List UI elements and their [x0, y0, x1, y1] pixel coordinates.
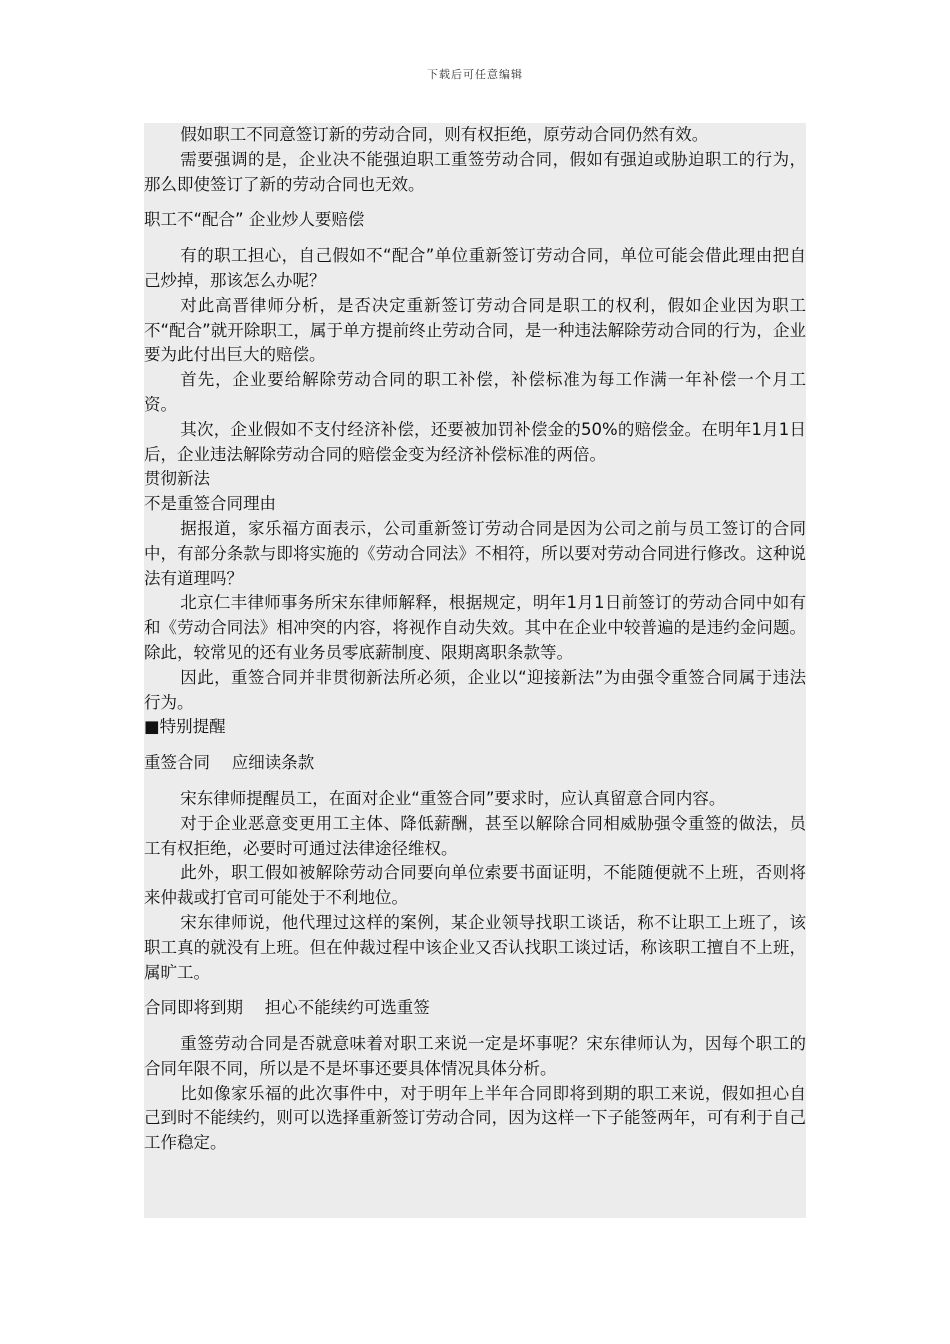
paragraph: 比如像家乐福的此次事件中，对于明年上半年合同即将到期的职工来说，假如担心自己到时不能续约，则可以选择重新签订劳动合同，因为这样一下子能签两年，可有利于自己工作稳定。	[144, 1083, 806, 1153]
paragraph: 假如职工不同意签订新的劳动合同，则有权拒绝，原劳动合同仍然有效。	[180, 125, 709, 144]
paragraph: 需要强调的是，企业决不能强迫职工重签劳动合同，假如有强迫或胁迫职工的行为，那么即使签订了新的劳动合同也无效。	[144, 149, 806, 194]
section-heading: 贯彻新法	[144, 469, 210, 489]
paragraph: 对此高晋律师分析，是否决定重新签订劳动合同是职工的权利，假如企业因为职工不“配合”就开除职工，属于单方提前终止劳动合同，是一种违法解除劳动合同的行为，企业要为此付出巨大的赔偿。	[144, 295, 806, 365]
paragraph: 首先，企业要给解除劳动合同的职工补偿，补偿标准为每工作满一年补偿一个月工资。	[144, 370, 806, 414]
paragraph: 此外，职工假如被解除劳动合同要向单位索要书面证明，不能随便就不上班，否则将来仲裁或打官司可能处于不利地位。	[144, 863, 806, 908]
paragraph: 有的职工担心，自己假如不“配合”单位重新签订劳动合同，单位可能会借此理由把自己炒掉，那该怎么办呢？	[144, 246, 806, 290]
paragraph: 北京仁丰律师事务所宋东律师解释，根据规定，明年1月1日前签订的劳动合同中如有和《劳动合同法》相冲突的内容，将视作自动失效。其中在企业中较普遍的是违约金问题。除此，较常见的还有业务员零底薪制度、限期离职条款等。	[144, 593, 806, 662]
section-heading: 职工不“配合” 企业炒人要赔偿	[144, 210, 365, 230]
section-heading: 重签合同 应细读条款	[144, 753, 315, 773]
section-heading: 合同即将到期 担心不能续约可选重签	[144, 998, 430, 1018]
paragraph: 宋东律师提醒员工，在面对企业“重签合同”要求时，应认真留意合同内容。	[180, 788, 726, 808]
special-reminder-heading: ■特别提醒	[144, 717, 226, 737]
paragraph: 因此，重签合同并非贯彻新法所必须，企业以“迎接新法”为由强令重签合同属于违法行为。	[144, 667, 806, 712]
paragraph: 宋东律师说，他代理过这样的案例，某企业领导找职工谈话，称不让职工上班了，该职工真的就没有上班。但在仲裁过程中该企业又否认找职工谈过话，称该职工擅自不上班，属旷工。	[144, 912, 806, 982]
paragraph: 据报道，家乐福方面表示，公司重新签订劳动合同是因为公司之前与员工签订的合同中，有部分条款与即将实施的《劳动合同法》不相符，所以要对劳动合同进行修改。这种说法有道理吗？	[144, 518, 806, 588]
paragraph: 对于企业恶意变更用工主体、降低薪酬，甚至以解除合同相威胁强令重签的做法，员工有权拒绝，必要时可通过法律途径维权。	[144, 813, 806, 858]
paragraph: 重签劳动合同是否就意味着对职工来说一定是坏事呢？宋东律师认为，因每个职工的合同年限不同，所以是不是坏事还要具体情况具体分析。	[144, 1034, 806, 1078]
page-header-note: 下载后可任意编辑	[427, 68, 523, 81]
section-heading: 不是重签合同理由	[144, 494, 276, 514]
document-body	[144, 123, 806, 1218]
paragraph: 其次，企业假如不支付经济补偿，还要被加罚补偿金的50%的赔偿金。在明年1月1日后，企业违法解除劳动合同的赔偿金变为经济补偿标准的两倍。	[144, 419, 806, 464]
